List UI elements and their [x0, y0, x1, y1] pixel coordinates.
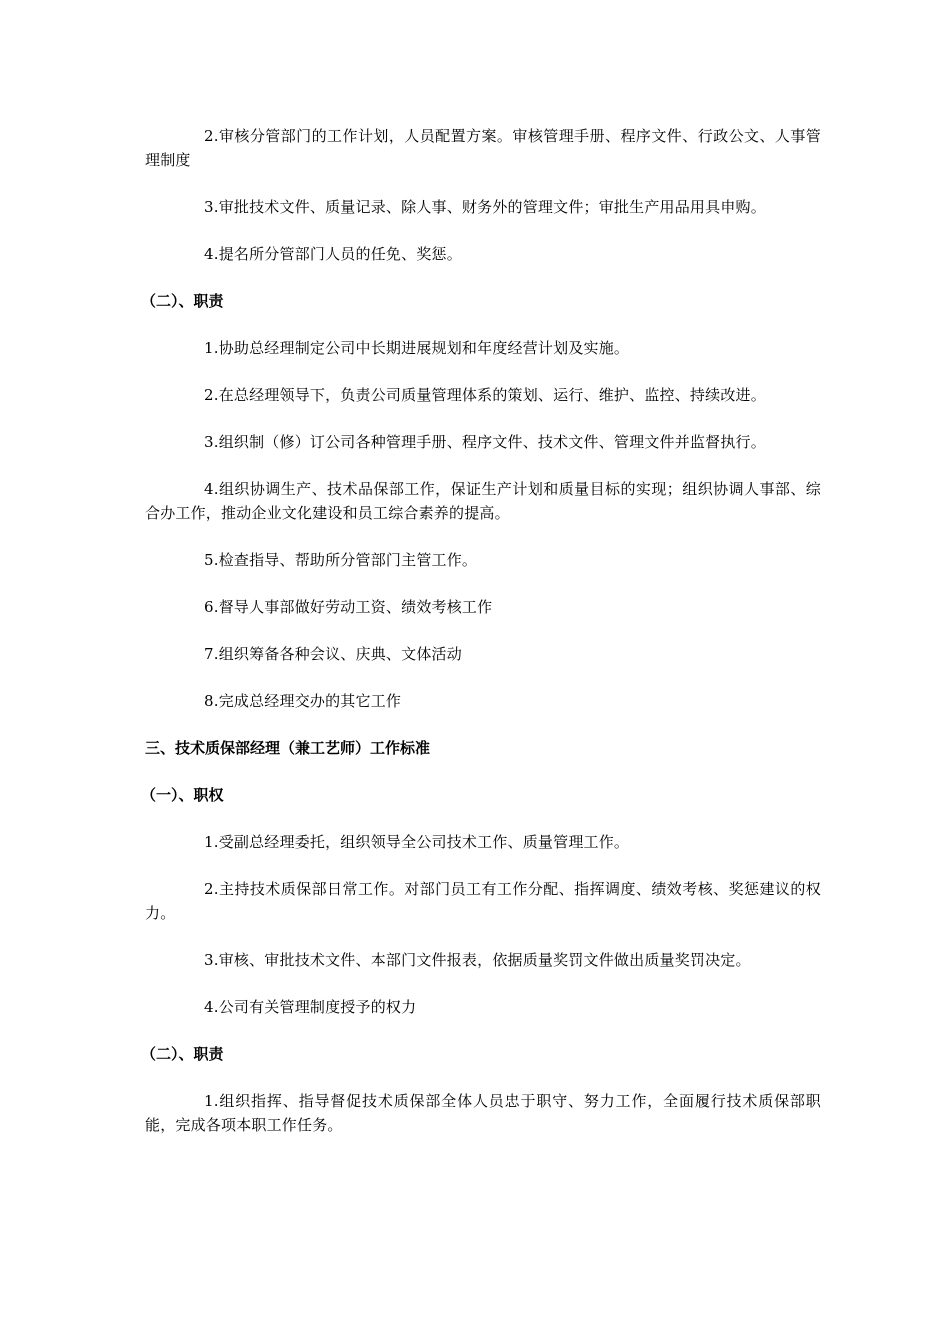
authority-1: 1.受副总经理委托，组织领导全公司技术工作、质量管理工作。 [204, 833, 630, 851]
duty-3: 3.组织制（修）订公司各种管理手册、程序文件、技术文件、管理文件并监督执行。 [204, 433, 766, 451]
section-duties-heading: （二）、职责 [141, 292, 224, 310]
authority-3: 3.审核、审批技术文件、本部门文件报表，依据质量奖罚文件做出质量奖罚决定。 [204, 951, 751, 969]
item-4-nominate: 4.提名所分管部门人员的任免、奖惩。 [204, 245, 462, 263]
authority-4: 4.公司有关管理制度授予的权力 [204, 998, 417, 1016]
authority-2: 2.主持技术质保部日常工作。对部门员工有工作分配、指挥调度、绩效考核、奖惩建议的权力。 [145, 880, 821, 922]
section-authority-heading: （一）、职权 [141, 786, 224, 804]
section-3-heading: 三、技术质保部经理（兼工艺师）工作标准 [145, 739, 431, 757]
duty-4: 4.组织协调生产、技术品保部工作，保证生产计划和质量目标的实现；组织协调人事部、综合办工作，推动企业文化建设和员工综合素养的提高。 [145, 480, 821, 522]
duty-b-1: 1.组织指挥、指导督促技术质保部全体人员忠于职守、努力工作，全面履行技术质保部职能，完成各项本职工作任务。 [145, 1092, 821, 1134]
document-page [141, 124, 821, 1160]
duty-2: 2.在总经理领导下，负责公司质量管理体系的策划、运行、维护、监控、持续改进。 [204, 386, 766, 404]
duty-7: 7.组织筹备各种会议、庆典、文体活动 [204, 645, 462, 663]
item-3-approve-docs: 3.审批技术文件、质量记录、除人事、财务外的管理文件；审批生产用品用具申购。 [204, 198, 766, 216]
item-2-review-plans: 2.审核分管部门的工作计划，人员配置方案。审核管理手册、程序文件、行政公文、人事管理制度 [145, 127, 821, 169]
section-duties-heading-2: （二）、职责 [141, 1045, 224, 1063]
duty-5: 5.检查指导、帮助所分管部门主管工作。 [204, 551, 478, 569]
duty-6: 6.督导人事部做好劳动工资、绩效考核工作 [204, 598, 493, 616]
duty-8: 8.完成总经理交办的其它工作 [204, 692, 402, 710]
duty-1: 1.协助总经理制定公司中长期进展规划和年度经营计划及实施。 [204, 339, 630, 357]
